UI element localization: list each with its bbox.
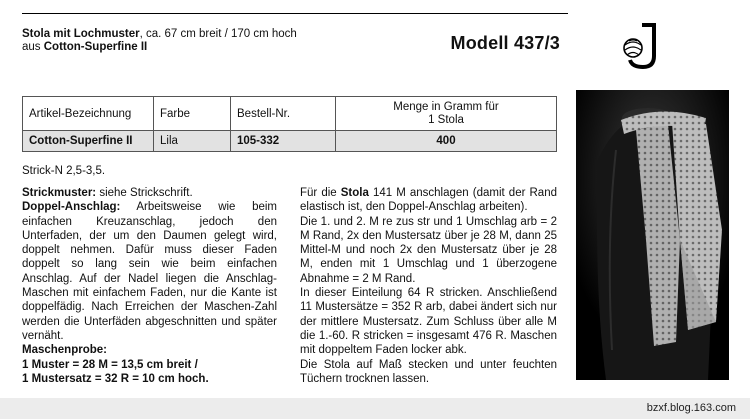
pattern-paragraph: Strickmuster: siehe Strickschrift. (22, 187, 193, 199)
header-amount: Menge in Gramm für 1 Stola (336, 97, 557, 131)
needle-size: Strick-N 2,5-3,5. (22, 165, 106, 177)
header-yarn-line: aus Cotton-Superfine II (22, 41, 148, 53)
header-rule (22, 13, 568, 14)
table-row (23, 131, 557, 152)
header-title: Stola mit Lochmuster, ca. 67 cm breit / 170 cm hoch (22, 28, 297, 40)
material-table (22, 96, 557, 152)
gauge-line-2: 1 Mustersatz = 32 R = 10 cm hoch. (22, 372, 209, 385)
gauge-line-1: 1 Muster = 28 M = 13,5 cm breit / (22, 358, 198, 371)
header-color: Farbe (154, 97, 231, 131)
stole-paragraph-3: In dieser Einteilung 64 R stricken. Anschließend 11 Mustersätze = 352 R arb, dabei ändert sich nur der mittlere Mustersatz. Zum Schluss über alle M die 1.-60. R stricken = insgesamt 476 R. Maschen mit doppeltem Faden locker abk. (300, 287, 557, 357)
header-order-no: Bestell-Nr. (231, 97, 336, 131)
stole-paragraph-1: Für die Stola 141 M anschlagen (damit der Rand elastisch ist, den Doppel-Anschlag arbeiten). (300, 187, 557, 214)
material-table-header (23, 97, 557, 131)
footer-bar (0, 398, 750, 419)
cast-on-paragraph: Doppel-Anschlag: Arbeitsweise wie beim einfachen Kreuzanschlag, jedoch den Unterfaden, der um den Daumen gelegt wird, doppelt nehmen. Dafür muss dieser Faden doppelt so lang sein wie beim einfachen Anschlag. Auf der Nadel liegen die Anschlag-Maschen mit einfachem Faden, nur die Kante ist doppelfädig. Nach Erreichen der Maschen-Zahl werden die Unterfäden abgeschnitten und später vernäht. (22, 201, 277, 342)
cell-color: Lila (154, 131, 231, 152)
stole-paragraph-4: Die Stola auf Maß stecken und unter feuchten Tüchern trocknen lassen. (300, 358, 557, 385)
cell-order-no: 105-332 (231, 131, 336, 152)
stole-paragraph-2: Die 1. und 2. M re zus str und 1 Umschlag arb = 2 M Rand, 2x den Mustersatz über je 28 M, dann 25 Mittel-M und noch 2x den Mustersatz über je 28 M, enden mit 1 Umschlag und 1 überzogene Abnahme = 2 M Rand. (300, 215, 557, 285)
instructions-right-column (300, 186, 557, 386)
instructions-left-column (22, 186, 277, 386)
cell-amount: 400 (336, 131, 557, 152)
footer-source: bzxf.blog.163.com (646, 402, 736, 414)
stole-photo (576, 90, 729, 380)
gauge-label: Maschenprobe: (22, 344, 107, 357)
cell-article: Cotton-Superfine II (23, 131, 154, 152)
model-number: Modell 437/3 (450, 33, 560, 53)
header-article: Artikel-Bezeichnung (23, 97, 154, 131)
yarn-ball-logo-icon (620, 22, 660, 70)
